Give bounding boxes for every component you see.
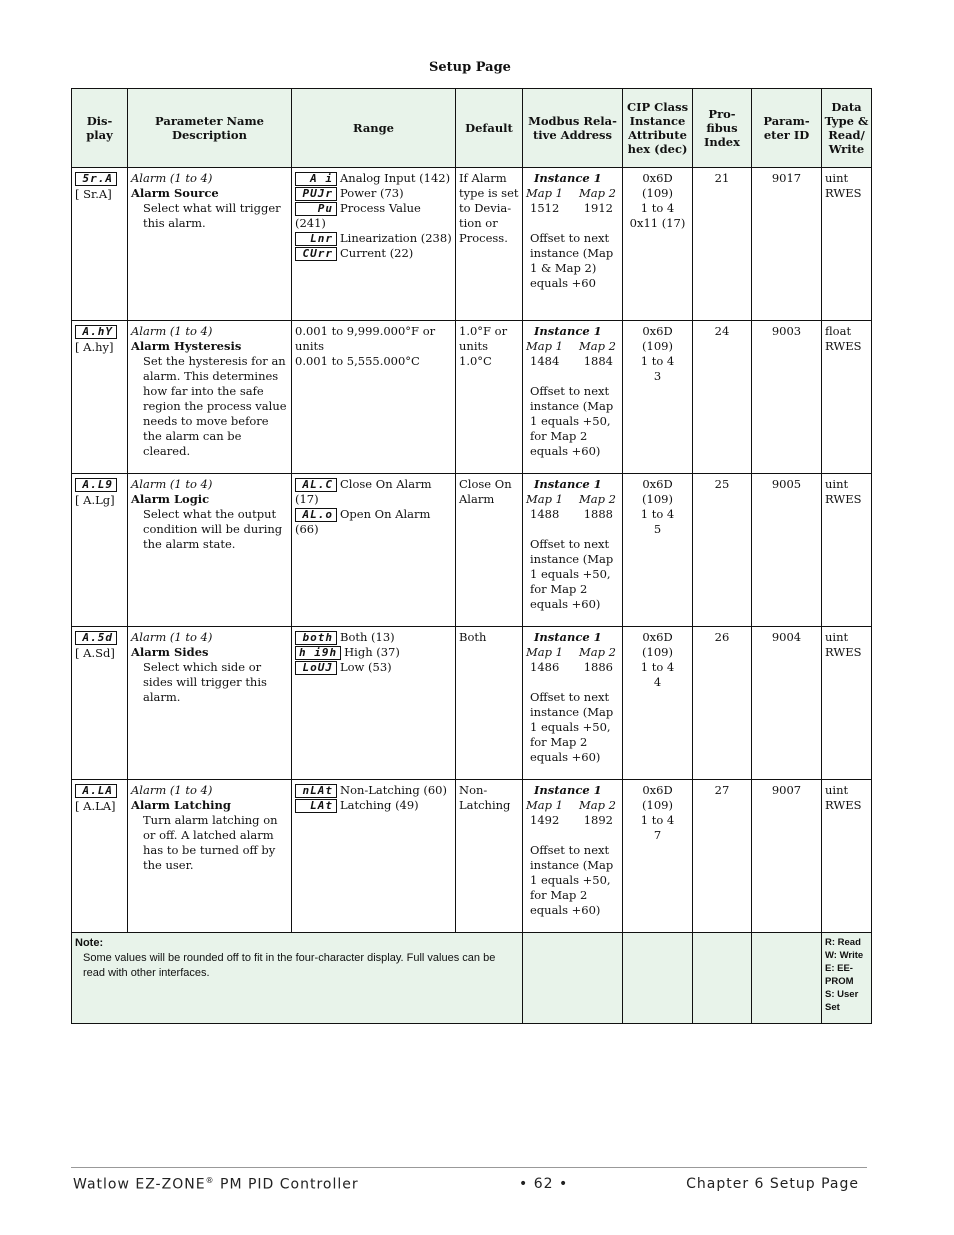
modbus-map1-value: 1512 <box>530 201 560 215</box>
range-option-label: Close On Alarm (17) <box>295 477 432 506</box>
lcd-option-icon: Pu <box>295 202 337 216</box>
read-write: RWES <box>825 492 862 506</box>
modbus-map1-label: Map 1 <box>526 798 563 812</box>
parameter-group: Alarm (1 to 4) <box>131 477 213 491</box>
setup-parameter-table <box>71 88 872 1024</box>
header-row <box>72 89 872 168</box>
range-cell <box>292 474 456 627</box>
page-footer <box>71 1176 859 1196</box>
range-option <box>295 507 452 537</box>
lcd-display-icon: A.L9 <box>75 478 117 492</box>
lcd-display-icon: A.hY <box>75 325 117 339</box>
cip-class: 0x6D (109) <box>642 477 673 506</box>
cip-attribute: 0x11 (17) <box>629 216 686 230</box>
modbus-map2-value: 1912 <box>583 201 613 215</box>
footer-brand: Watlow EZ-ZONE <box>73 1176 206 1193</box>
parameter-name: Alarm Source <box>131 186 219 200</box>
range-option-label: Non-Latching (60) <box>340 783 447 797</box>
range-option <box>295 798 452 813</box>
note-row <box>72 933 872 1024</box>
modbus-instance: Instance 1 <box>534 324 602 338</box>
range-cell <box>292 168 456 321</box>
cip-cell <box>623 321 693 474</box>
modbus-map2-label: Map 2 <box>579 339 616 353</box>
range-option-label: Both (13) <box>340 630 395 644</box>
cip-attribute: 5 <box>653 522 662 536</box>
parameter-cell <box>128 627 292 780</box>
modbus-map2-label: Map 2 <box>579 186 616 200</box>
default-cell: Close On Alarm <box>456 474 523 627</box>
lcd-option-icon: PUJr <box>295 187 337 201</box>
lcd-display-icon: A.LA <box>75 784 117 798</box>
header-parameter-name: Parameter Name Description <box>128 89 292 168</box>
profibus-cell: 25 <box>693 474 752 627</box>
modbus-map2-value: 1888 <box>583 507 613 521</box>
footer-registered-mark: ® <box>205 1176 215 1185</box>
range-option-label: Latching (49) <box>340 798 419 812</box>
lcd-option-icon: nLAt <box>295 784 337 798</box>
data-type-cell <box>822 627 872 780</box>
modbus-map2-label: Map 2 <box>579 645 616 659</box>
cip-instance: 1 to 4 <box>640 507 675 521</box>
header-default: Default <box>456 89 523 168</box>
parameter-description: Turn alarm latching on or off. A latched alarm has to be turned off by the user. <box>143 813 278 872</box>
note-title: Note: <box>75 937 104 949</box>
footer-chapter: Chapter 6 Setup Page <box>686 1176 859 1192</box>
parameter-cell <box>128 321 292 474</box>
modbus-offset: Offset to next instance (Map 1 equals +50, for Map 2 equals +60) <box>530 537 614 611</box>
modbus-instance: Instance 1 <box>534 783 602 797</box>
cip-instance: 1 to 4 <box>640 813 675 827</box>
header-parameter-id: Param- eter ID <box>752 89 822 168</box>
lcd-option-icon: Lnr <box>295 232 337 246</box>
parameter-group: Alarm (1 to 4) <box>131 324 213 338</box>
parameter-description: Select what will trigger this alarm. <box>143 201 281 230</box>
lcd-option-icon: both <box>295 631 337 645</box>
modbus-map2-label: Map 2 <box>579 492 616 506</box>
cip-instance: 1 to 4 <box>640 201 675 215</box>
modbus-offset: Offset to next instance (Map 1 & Map 2) equals +60 <box>530 231 614 290</box>
range-cell <box>292 321 456 474</box>
table-row <box>72 168 872 321</box>
profibus-cell: 21 <box>693 168 752 321</box>
note-empty-cell <box>752 933 822 1024</box>
footer-product-name: PM PID Controller <box>214 1176 359 1193</box>
note-cell <box>72 933 523 1024</box>
read-write: RWES <box>825 798 862 812</box>
footer-product <box>73 1176 359 1193</box>
parameter-cell <box>128 168 292 321</box>
lcd-option-icon: AL.C <box>295 478 337 492</box>
display-code: [ A.Sd] <box>75 646 115 660</box>
range-option-label: Analog Input (142) <box>340 171 451 185</box>
modbus-cell <box>523 321 623 474</box>
modbus-map1-label: Map 1 <box>526 645 563 659</box>
range-option-label: Process Value (241) <box>295 201 421 230</box>
parameter-name: Alarm Sides <box>131 645 209 659</box>
parameter-group: Alarm (1 to 4) <box>131 630 213 644</box>
data-type: uint <box>825 783 849 797</box>
cip-cell <box>623 168 693 321</box>
legend-read: R: Read <box>825 937 861 948</box>
display-cell <box>72 780 128 933</box>
cip-class: 0x6D (109) <box>642 630 673 659</box>
display-code: [ Sr.A] <box>75 187 112 201</box>
data-type: uint <box>825 630 849 644</box>
footer-page-number: • 62 • <box>519 1176 569 1192</box>
range-option <box>295 201 452 231</box>
lcd-display-icon: A.5d <box>75 631 117 645</box>
cip-attribute: 3 <box>653 369 662 383</box>
modbus-map1-value: 1492 <box>530 813 560 827</box>
modbus-map2-value: 1886 <box>583 660 613 674</box>
modbus-instance: Instance 1 <box>534 630 602 644</box>
range-option <box>295 477 452 507</box>
modbus-map1-value: 1486 <box>530 660 560 674</box>
data-type-cell <box>822 321 872 474</box>
profibus-cell: 24 <box>693 321 752 474</box>
parameter-id-cell: 9005 <box>752 474 822 627</box>
legend-user-set: S: User Set <box>825 989 859 1013</box>
data-type: float <box>825 324 852 338</box>
parameter-id-cell: 9003 <box>752 321 822 474</box>
default-cell: If Alarm type is set to Devia- tion or Process. <box>456 168 523 321</box>
page-title: Setup Page <box>429 60 511 75</box>
cip-instance: 1 to 4 <box>640 354 675 368</box>
cip-cell <box>623 474 693 627</box>
cip-cell <box>623 627 693 780</box>
range-option <box>295 186 452 201</box>
note-text: Some values will be rounded off to fit in the four-character display. Full values can be read with other interfaces. <box>83 952 496 979</box>
cip-class: 0x6D (109) <box>642 171 673 200</box>
modbus-map1-label: Map 1 <box>526 186 563 200</box>
display-code: [ A.LA] <box>75 799 116 813</box>
range-option <box>295 231 452 246</box>
modbus-instance: Instance 1 <box>534 477 602 491</box>
range-option-label: High (37) <box>344 645 400 659</box>
table-row <box>72 627 872 780</box>
cip-instance: 1 to 4 <box>640 660 675 674</box>
range-text: 0.001 to 5,555.000°C <box>295 354 420 368</box>
legend-eeprom: E: EE- PROM <box>825 963 854 987</box>
range-option <box>295 783 452 798</box>
footer-divider <box>71 1167 867 1168</box>
cip-class: 0x6D (109) <box>642 324 673 353</box>
modbus-map1-label: Map 1 <box>526 339 563 353</box>
display-cell <box>72 474 128 627</box>
note-empty-cell <box>623 933 693 1024</box>
cip-class: 0x6D (109) <box>642 783 673 812</box>
read-write: RWES <box>825 339 862 353</box>
display-code: [ A.hy] <box>75 340 114 354</box>
data-type: uint <box>825 477 849 491</box>
cip-cell <box>623 780 693 933</box>
default-cell: Both <box>456 627 523 780</box>
lcd-option-icon: h i9h <box>295 646 341 660</box>
display-cell <box>72 627 128 780</box>
range-option <box>295 660 452 675</box>
table-row <box>72 321 872 474</box>
modbus-offset: Offset to next instance (Map 1 equals +50, for Map 2 equals +60) <box>530 384 614 458</box>
range-option <box>295 645 452 660</box>
lcd-option-icon: AL.o <box>295 508 337 522</box>
data-type: uint <box>825 171 849 185</box>
range-option-label: Open On Alarm (66) <box>295 507 431 536</box>
range-option <box>295 630 452 645</box>
display-cell <box>72 321 128 474</box>
parameter-description: Set the hysteresis for an alarm. This determines how far into the safe region the process value needs to move before the alarm can be cleared. <box>143 354 287 458</box>
legend-write: W: Write <box>825 950 864 961</box>
parameter-name: Alarm Latching <box>131 798 231 812</box>
header-data-type: Data Type & Read/ Write <box>822 89 872 168</box>
note-empty-cell <box>523 933 623 1024</box>
parameter-cell <box>128 780 292 933</box>
note-empty-cell <box>693 933 752 1024</box>
modbus-map2-value: 1892 <box>583 813 613 827</box>
lcd-option-icon: CUrr <box>295 247 337 261</box>
modbus-cell <box>523 780 623 933</box>
modbus-offset: Offset to next instance (Map 1 equals +50, for Map 2 equals +60) <box>530 690 614 764</box>
lcd-option-icon: A i <box>295 172 337 186</box>
cip-attribute: 7 <box>653 828 662 842</box>
parameter-id-cell: 9017 <box>752 168 822 321</box>
modbus-map2-value: 1884 <box>583 354 613 368</box>
modbus-map2-label: Map 2 <box>579 798 616 812</box>
header-profibus: Pro- fibus Index <box>693 89 752 168</box>
modbus-map1-label: Map 1 <box>526 492 563 506</box>
lcd-option-icon: LoUJ <box>295 661 337 675</box>
header-display: Dis- play <box>72 89 128 168</box>
parameter-group: Alarm (1 to 4) <box>131 171 213 185</box>
table-row <box>72 474 872 627</box>
modbus-cell <box>523 627 623 780</box>
header-cip: CIP Class Instance Attribute hex (dec) <box>623 89 693 168</box>
parameter-cell <box>128 474 292 627</box>
parameter-description: Select which side or sides will trigger this alarm. <box>143 660 267 704</box>
range-option <box>295 246 452 261</box>
parameter-name: Alarm Logic <box>131 492 210 506</box>
modbus-map1-value: 1484 <box>530 354 560 368</box>
data-type-cell <box>822 168 872 321</box>
modbus-map1-value: 1488 <box>530 507 560 521</box>
read-write: RWES <box>825 186 862 200</box>
profibus-cell: 26 <box>693 627 752 780</box>
profibus-cell: 27 <box>693 780 752 933</box>
read-write: RWES <box>825 645 862 659</box>
parameter-id-cell: 9007 <box>752 780 822 933</box>
default-cell: 1.0°F or units 1.0°C <box>456 321 523 474</box>
parameter-group: Alarm (1 to 4) <box>131 783 213 797</box>
modbus-cell <box>523 168 623 321</box>
range-cell <box>292 780 456 933</box>
parameter-description: Select what the output condition will be during the alarm state. <box>143 507 283 551</box>
table-row <box>72 780 872 933</box>
modbus-cell <box>523 474 623 627</box>
data-type-cell <box>822 780 872 933</box>
lcd-option-icon: LAt <box>295 799 337 813</box>
modbus-offset: Offset to next instance (Map 1 equals +50, for Map 2 equals +60) <box>530 843 614 917</box>
display-cell <box>72 168 128 321</box>
range-text: 0.001 to 9,999.000°F or units <box>295 324 436 353</box>
range-cell <box>292 627 456 780</box>
range-option <box>295 171 452 186</box>
range-option-label: Current (22) <box>340 246 414 260</box>
cip-attribute: 4 <box>653 675 662 689</box>
default-cell: Non- Latching <box>456 780 523 933</box>
range-option-label: Power (73) <box>340 186 404 200</box>
data-type-cell <box>822 474 872 627</box>
range-option-label: Low (53) <box>340 660 392 674</box>
modbus-instance: Instance 1 <box>534 171 602 185</box>
header-range: Range <box>292 89 456 168</box>
access-legend <box>822 933 872 1024</box>
parameter-id-cell: 9004 <box>752 627 822 780</box>
range-option-label: Linearization (238) <box>340 231 452 245</box>
parameter-name: Alarm Hysteresis <box>131 339 242 353</box>
lcd-display-icon: 5r.A <box>75 172 117 186</box>
display-code: [ A.Lg] <box>75 493 115 507</box>
header-modbus: Modbus Rela- tive Address <box>523 89 623 168</box>
